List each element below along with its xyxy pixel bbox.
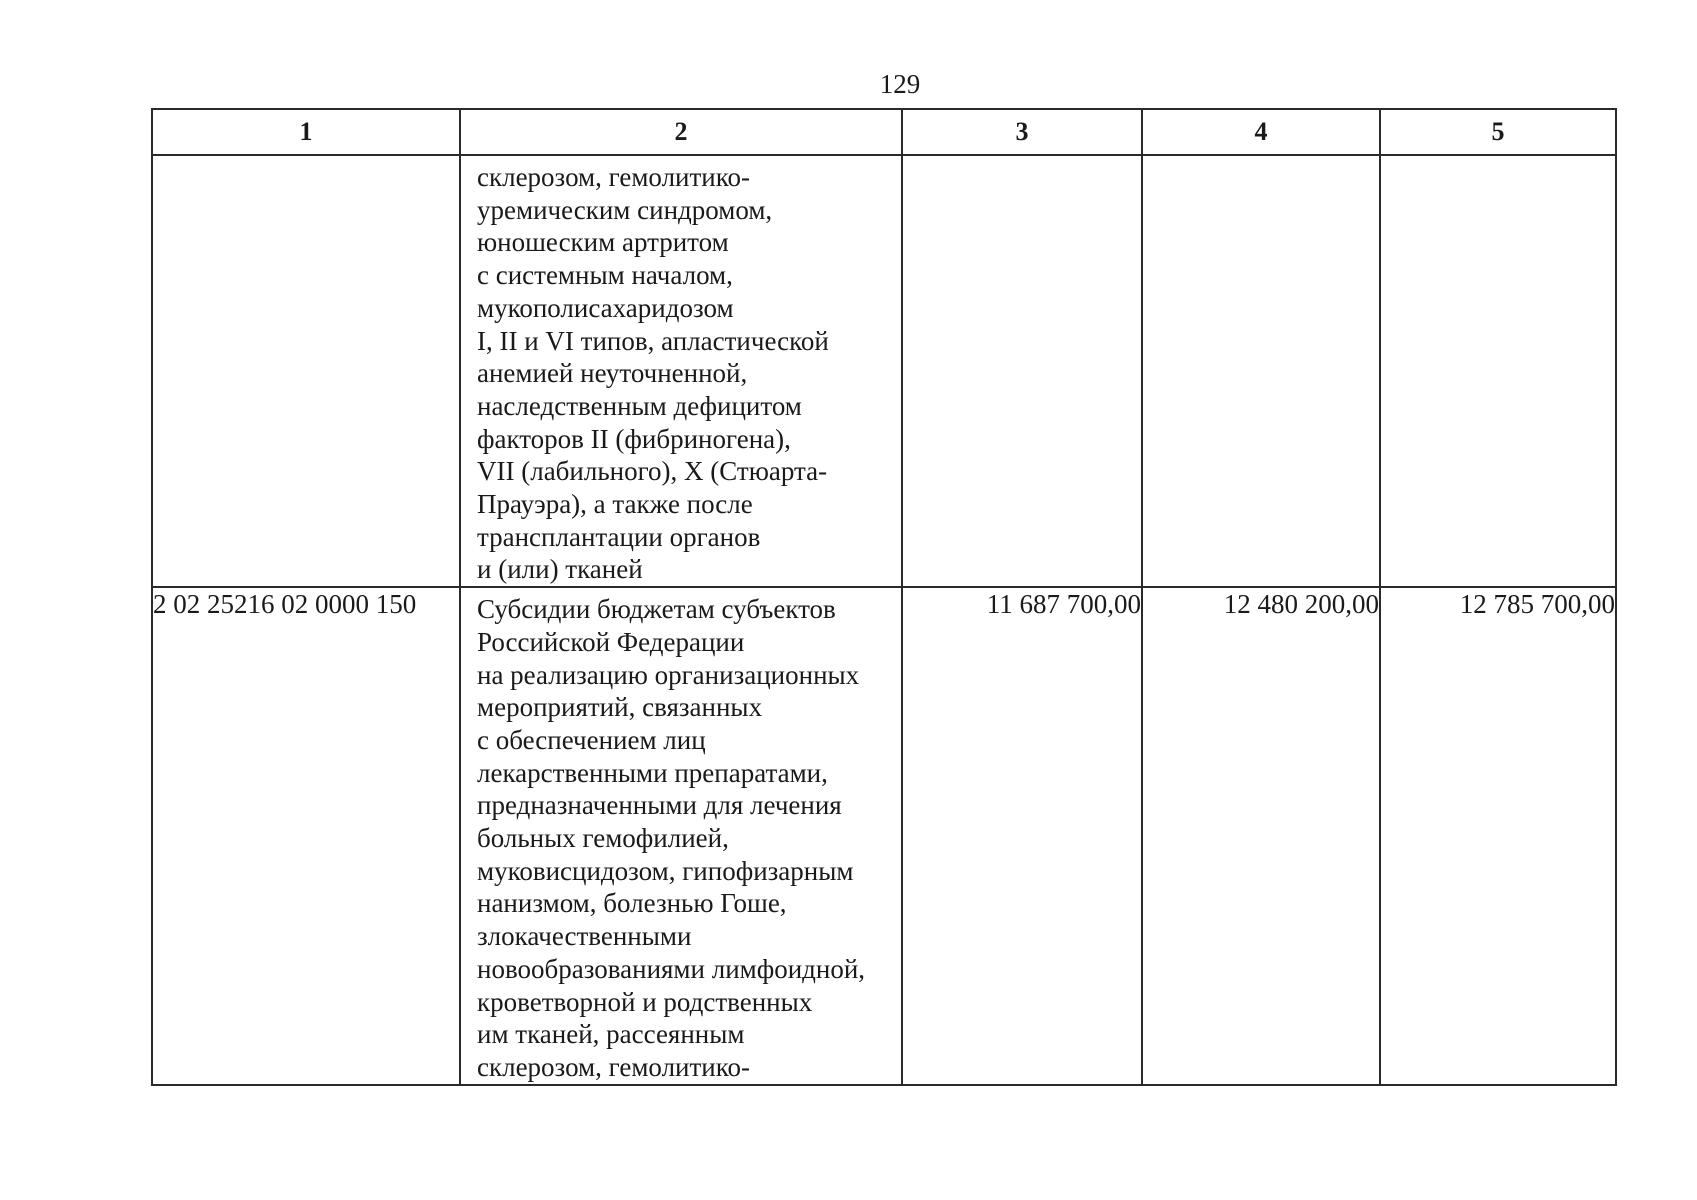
description-line: предназначенными для лечения (477, 790, 842, 821)
description-line: трансплантации органов (477, 521, 761, 552)
description-line: на реализацию организационных (477, 659, 860, 690)
description-line: факторов II (фибриногена), (477, 423, 791, 454)
description-line: склерозом, гемолитико- (477, 1051, 750, 1082)
description-line: им тканей, рассеянным (477, 1019, 745, 1050)
description-line: мукополисахаридозом (477, 292, 734, 323)
description-line: с обеспечением лиц (477, 724, 706, 755)
budget-code-cell: 2 02 25216 02 0000 150 (152, 587, 460, 1085)
description-line: новообразованиями лимфоидной, (477, 953, 866, 984)
column-header-2: 2 (460, 109, 902, 155)
description-line: кроветворной и родственных (477, 986, 813, 1017)
column-header-3: 3 (902, 109, 1142, 155)
description-line: больных гемофилией, (477, 823, 729, 854)
column-header-4: 4 (1142, 109, 1380, 155)
description-text (461, 588, 901, 1084)
amount-cell-col4 (1142, 155, 1380, 587)
description-line: анемией неуточненной, (477, 358, 748, 389)
description-line: злокачественными (477, 921, 692, 952)
column-header-1: 1 (152, 109, 460, 155)
amount-cell-col5 (1380, 155, 1616, 587)
description-line: уремическим синдромом, (477, 194, 773, 225)
table-row (152, 587, 1616, 1085)
description-line: муковисцидозом, гипофизарным (477, 855, 854, 886)
page-number: 129 (879, 69, 921, 99)
budget-code-cell (152, 155, 460, 587)
budget-table (151, 108, 1617, 1086)
description-line: Прауэра), а также после (477, 489, 753, 520)
column-header-5: 5 (1380, 109, 1616, 155)
description-line: мероприятий, связанных (477, 692, 763, 723)
amount-cell-col3: 11 687 700,00 (902, 587, 1142, 1085)
amount-cell-col3 (902, 155, 1142, 587)
description-line: VII (лабильного), X (Стюарта- (477, 456, 828, 487)
description-line: склерозом, гемолитико- (477, 162, 750, 192)
description-text (461, 156, 901, 586)
table-header-row (152, 109, 1616, 155)
description-cell (460, 155, 902, 587)
description-line: Субсидии бюджетам субъектов (477, 594, 836, 625)
description-line: и (или) тканей (477, 554, 643, 585)
description-line: с системным началом, (477, 260, 733, 291)
description-line: юношеским артритом (477, 227, 729, 258)
description-line: наследственным дефицитом (477, 390, 802, 421)
description-line: нанизмом, болезнью Гоше, (477, 888, 787, 919)
description-line: Российской Федерации (477, 626, 745, 657)
table-row (152, 155, 1616, 587)
description-line: I, II и VI типов, апластической (477, 325, 829, 356)
amount-cell-col5: 12 785 700,00 (1380, 587, 1616, 1085)
description-line: лекарственными препаратами, (477, 757, 828, 788)
amount-cell-col4: 12 480 200,00 (1142, 587, 1380, 1085)
description-cell (460, 587, 902, 1085)
